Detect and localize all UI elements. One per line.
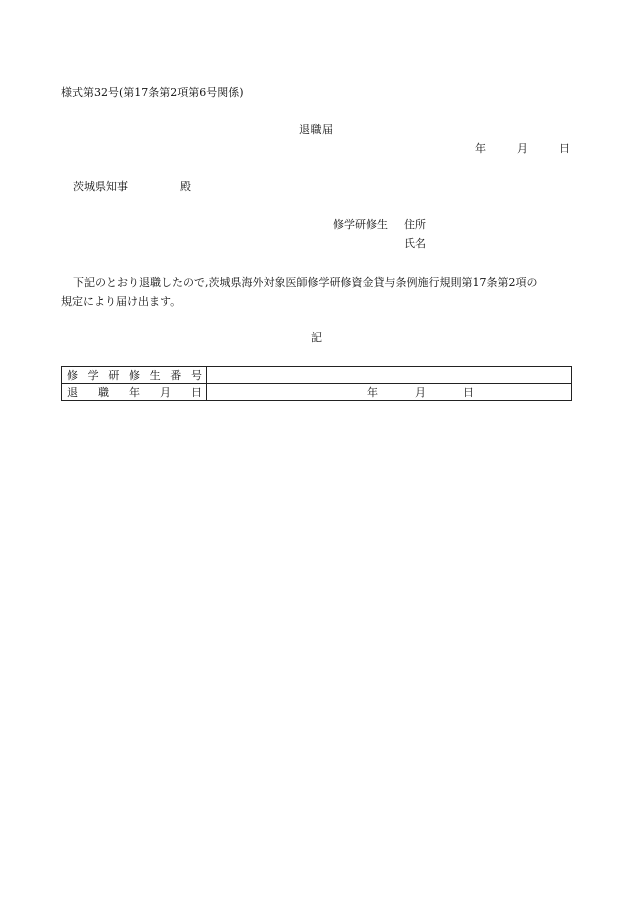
- label-char: 職: [98, 385, 109, 399]
- body-line-1: 下記のとおり退職したので,茨城県海外対象医師修学研修資金貸与条例施行規則第17条第2項の: [73, 276, 538, 289]
- student-number-value[interactable]: [207, 367, 572, 384]
- retirement-day-label: 日: [463, 386, 474, 399]
- label-char: 号: [190, 368, 202, 382]
- form-number-label: 様式第32号(第17条第2項第6号関係): [61, 86, 244, 99]
- applicant-role: 修学研修生: [333, 218, 388, 231]
- name-label: 氏名: [404, 237, 426, 250]
- label-char: 日: [191, 385, 202, 399]
- label-char: 修: [67, 368, 78, 382]
- body-text: [61, 273, 573, 311]
- label-char: 番: [170, 368, 182, 382]
- label-char: 修: [128, 368, 140, 382]
- table-row-student-number: [62, 367, 572, 384]
- info-table: [61, 366, 572, 401]
- document-title: 退職届: [299, 123, 334, 136]
- addressee: 茨城県知事: [73, 180, 128, 193]
- date-year-label: 年: [475, 142, 486, 155]
- table-row-retirement-date: [62, 384, 572, 401]
- submission-date-line: [475, 143, 570, 154]
- label-char: 月: [160, 385, 171, 399]
- retirement-year-label: 年: [367, 386, 378, 399]
- student-number-label: [62, 367, 207, 384]
- retirement-date-label: [62, 384, 207, 401]
- label-char: 生: [149, 368, 161, 382]
- date-day-label: 日: [559, 142, 570, 155]
- honorific: 殿: [180, 180, 191, 193]
- label-char: 年: [129, 385, 140, 399]
- label-char: 研: [108, 368, 120, 382]
- retirement-date-value[interactable]: [207, 384, 572, 401]
- address-label: 住所: [404, 218, 426, 231]
- body-line-2: 規定により届け出ます。: [61, 295, 182, 308]
- retirement-month-label: 月: [415, 386, 426, 399]
- date-month-label: 月: [517, 142, 528, 155]
- ki-label: 記: [311, 331, 322, 344]
- label-char: 退: [67, 385, 78, 399]
- label-char: 学: [87, 368, 99, 382]
